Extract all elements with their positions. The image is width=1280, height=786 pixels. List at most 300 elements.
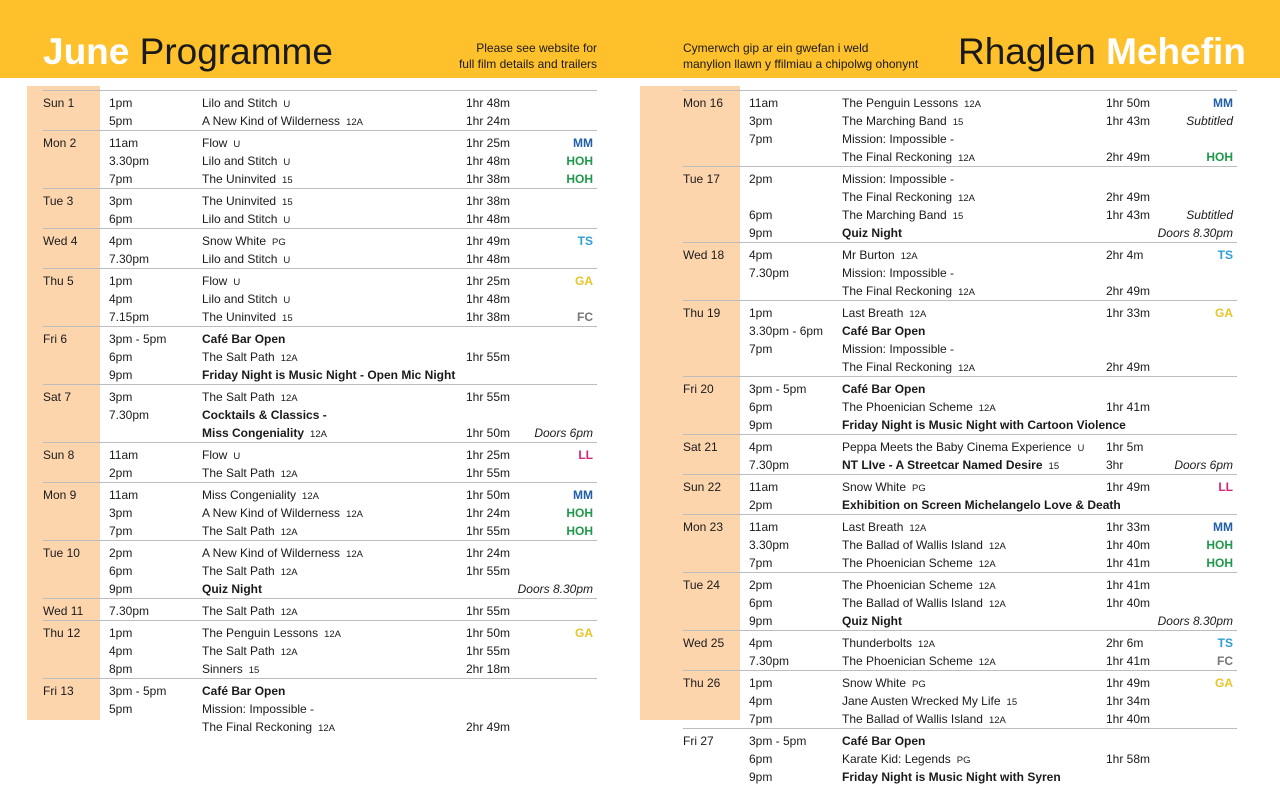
film-duration: 2hr 18m	[466, 662, 511, 676]
film-title: Café Bar Open	[842, 382, 926, 396]
film-title: Friday Night is Music Night with Cartoon Violence	[842, 418, 1126, 432]
film-title: Mr Burton 12A	[842, 248, 918, 262]
screening-row	[43, 330, 597, 348]
day-label: Mon 9	[43, 488, 77, 502]
screening-row	[43, 112, 597, 130]
screening-time: 2pm	[749, 498, 773, 512]
film-title: The Final Reckoning 12A	[202, 720, 335, 734]
screening-time: 3.30pm	[749, 538, 790, 552]
screening-time: 3pm - 5pm	[749, 734, 807, 748]
day-block	[43, 188, 597, 228]
film-duration: 1hr 40m	[1106, 538, 1151, 552]
film-rating: U	[233, 277, 241, 288]
screening-time: 7.30pm	[109, 604, 150, 618]
screening-time: 9pm	[749, 226, 773, 240]
screening-time: 1pm	[749, 306, 773, 320]
screening-time: 4pm	[749, 248, 773, 262]
screening-row	[43, 272, 597, 290]
film-rating: U	[1077, 443, 1085, 454]
film-title: Friday Night is Music Night with Syren	[842, 770, 1061, 784]
header-bar	[0, 0, 1280, 78]
screening-time: 9pm	[109, 582, 133, 596]
accessibility-tag: TS	[577, 234, 593, 248]
film-rating: 12A	[978, 403, 996, 414]
screening-time: 4pm	[109, 234, 133, 248]
film-title: The Phoenician Scheme 12A	[842, 654, 996, 668]
film-title: Lilo and Stitch U	[202, 212, 291, 226]
film-duration: 2hr 4m	[1106, 248, 1144, 262]
screening-note: Subtitled	[1186, 208, 1233, 222]
schedule-left	[43, 90, 597, 736]
film-duration: 2hr 49m	[466, 720, 511, 734]
film-rating: 12A	[988, 541, 1006, 552]
film-rating: 12A	[918, 639, 935, 650]
day-block	[683, 514, 1237, 572]
film-duration: 1hr 55m	[466, 644, 511, 658]
screening-time: 4pm	[109, 292, 133, 306]
film-rating: PG	[912, 483, 926, 494]
day-label: Sun 8	[43, 448, 75, 462]
film-title: Snow White PG	[842, 480, 926, 494]
screening-row	[683, 340, 1237, 358]
screening-time: 4pm	[109, 644, 133, 658]
accessibility-tag: GA	[575, 626, 593, 640]
screening-time: 1pm	[109, 626, 133, 640]
film-title: Quiz Night	[842, 226, 902, 240]
screening-row	[683, 612, 1237, 630]
film-title: The Salt Path 12A	[202, 350, 298, 364]
film-rating: 12A	[958, 193, 975, 204]
day-label: Fri 20	[683, 382, 714, 396]
day-label: Sat 21	[683, 440, 718, 454]
film-rating: 12A	[280, 353, 298, 364]
screening-time: 4pm	[749, 440, 773, 454]
film-rating: U	[283, 215, 291, 226]
accessibility-tag: MM	[1213, 96, 1233, 110]
film-title: Thunderbolts 12A	[842, 636, 935, 650]
day-label: Tue 3	[43, 194, 74, 208]
film-title: Lilo and Stitch U	[202, 96, 291, 110]
day-label: Sun 1	[43, 96, 75, 110]
screening-time: 1pm	[749, 676, 773, 690]
screening-row	[683, 768, 1237, 786]
screening-row	[43, 366, 597, 384]
film-title: Friday Night is Music Night - Open Mic Night	[202, 368, 456, 382]
film-rating: 12A	[346, 509, 363, 520]
film-duration: 1hr 48m	[466, 212, 511, 226]
day-label: Wed 18	[683, 248, 725, 262]
screening-time: 9pm	[109, 368, 133, 382]
day-block	[43, 90, 597, 130]
day-block	[43, 620, 597, 678]
day-block	[683, 300, 1237, 376]
film-title: Mission: Impossible -	[202, 702, 315, 716]
film-rating: 12A	[978, 559, 996, 570]
film-rating: 12A	[988, 715, 1006, 726]
film-title: Lilo and Stitch U	[202, 252, 291, 266]
film-rating: 12A	[988, 599, 1006, 610]
accessibility-tag: MM	[573, 488, 593, 502]
accessibility-tag: HOH	[566, 506, 593, 520]
screening-row	[43, 94, 597, 112]
film-rating: 15	[952, 117, 964, 128]
screening-time: 11am	[109, 448, 139, 462]
film-title: Quiz Night	[202, 582, 262, 596]
screening-row	[43, 134, 597, 152]
film-duration: 1hr 25m	[466, 274, 511, 288]
day-block	[683, 670, 1237, 728]
day-label: Tue 10	[43, 546, 80, 560]
screening-time: 6pm	[749, 400, 773, 414]
day-block	[683, 90, 1237, 166]
screening-time: 1pm	[109, 274, 133, 288]
screening-row	[43, 718, 597, 736]
title-month: Mehefin	[1106, 31, 1246, 72]
film-duration: 1hr 55m	[466, 390, 511, 404]
screening-row	[683, 478, 1237, 496]
film-rating: 12A	[280, 647, 298, 658]
screening-time: 7.30pm	[749, 458, 790, 472]
day-label: Wed 25	[683, 636, 725, 650]
film-rating: U	[233, 139, 241, 150]
accessibility-tag: HOH	[566, 524, 593, 538]
website-note-welsh	[683, 40, 918, 72]
film-title: The Phoenician Scheme 12A	[842, 400, 996, 414]
film-title: The Uninvited 15	[202, 172, 293, 186]
film-title: Last Breath 12A	[842, 306, 927, 320]
screening-row	[683, 594, 1237, 612]
film-duration: 1hr 25m	[466, 448, 511, 462]
film-rating: 12A	[302, 491, 319, 502]
screening-time: 1pm	[109, 96, 133, 110]
film-duration: 1hr 43m	[1106, 208, 1151, 222]
screening-row	[683, 732, 1237, 750]
film-rating: 12A	[346, 117, 363, 128]
film-title: Café Bar Open	[842, 324, 926, 338]
film-duration: 1hr 41m	[1106, 654, 1151, 668]
screening-time: 7pm	[109, 172, 133, 186]
screening-row	[43, 152, 597, 170]
film-duration: 1hr 55m	[466, 564, 511, 578]
film-duration: 1hr 55m	[466, 466, 511, 480]
screening-time: 7.30pm	[109, 408, 150, 422]
accessibility-tag: TS	[1217, 248, 1233, 262]
screening-note: Subtitled	[1186, 114, 1233, 128]
screening-row	[683, 496, 1237, 514]
screening-row	[683, 634, 1237, 652]
screening-row	[683, 246, 1237, 264]
film-rating: 12A	[310, 429, 327, 440]
screening-time: 3pm	[109, 506, 133, 520]
day-block	[683, 572, 1237, 630]
day-label: Thu 5	[43, 274, 74, 288]
screening-row	[43, 624, 597, 642]
day-label: Wed 4	[43, 234, 78, 248]
film-rating: 12A	[964, 99, 981, 110]
screening-row	[43, 232, 597, 250]
film-rating: U	[283, 157, 291, 168]
film-duration: 1hr 58m	[1106, 752, 1151, 766]
film-duration: 1hr 55m	[466, 350, 511, 364]
film-title: Flow U	[202, 136, 241, 150]
screening-row	[683, 674, 1237, 692]
film-title: Sinners 15	[202, 662, 260, 676]
screening-time: 4pm	[749, 636, 773, 650]
film-title: The Final Reckoning 12A	[842, 360, 975, 374]
screening-time: 2pm	[749, 578, 773, 592]
screening-row	[683, 750, 1237, 768]
title-word: Programme	[139, 31, 333, 72]
screening-row	[683, 536, 1237, 554]
film-rating: U	[283, 295, 291, 306]
day-label: Fri 13	[43, 684, 74, 698]
accessibility-tag: GA	[575, 274, 593, 288]
film-title: The Ballad of Wallis Island 12A	[842, 538, 1006, 552]
screening-row	[43, 192, 597, 210]
film-duration: 2hr 49m	[1106, 360, 1151, 374]
screening-time: 11am	[109, 488, 139, 502]
film-duration: 1hr 33m	[1106, 306, 1151, 320]
screening-time: 7pm	[109, 524, 133, 538]
film-title: Exhibition on Screen Michelangelo Love & Death	[842, 498, 1121, 512]
film-rating: 12A	[909, 309, 927, 320]
film-title: NT LIve - A Streetcar Named Desire 15	[842, 458, 1060, 472]
film-rating: 15	[248, 665, 260, 676]
film-duration: 1hr 48m	[466, 154, 511, 168]
film-title: A New Kind of Wilderness 12A	[202, 506, 363, 520]
film-title: The Uninvited 15	[202, 310, 293, 324]
film-duration: 2hr 6m	[1106, 636, 1144, 650]
screening-row	[683, 438, 1237, 456]
day-block	[683, 434, 1237, 474]
screening-row	[683, 416, 1237, 434]
screening-row	[683, 576, 1237, 594]
day-label: Sat 7	[43, 390, 72, 404]
screening-time: 7.30pm	[749, 266, 790, 280]
film-duration: 1hr 41m	[1106, 578, 1151, 592]
film-duration: 3hr	[1106, 458, 1124, 472]
screening-time: 7.15pm	[109, 310, 150, 324]
film-duration: 1hr 40m	[1106, 712, 1151, 726]
screening-time: 7pm	[749, 556, 773, 570]
screening-row	[43, 580, 597, 598]
screening-time: 3pm	[109, 390, 133, 404]
film-title: Peppa Meets the Baby Cinema Experience U	[842, 440, 1085, 454]
screening-row	[43, 308, 597, 326]
film-rating: 15	[1006, 697, 1018, 708]
film-rating: 12A	[280, 607, 298, 618]
screening-note: Doors 8.30pm	[1157, 226, 1233, 240]
note-line: Cymerwch gip ar ein gwefan i weld	[683, 41, 869, 55]
film-rating: PG	[272, 237, 286, 248]
screening-row	[43, 250, 597, 268]
day-block	[683, 376, 1237, 434]
film-title: The Uninvited 15	[202, 194, 293, 208]
day-block	[43, 384, 597, 442]
screening-time: 5pm	[109, 702, 133, 716]
screening-time: 3pm	[749, 114, 773, 128]
film-rating: 12A	[324, 629, 341, 640]
website-note-english	[459, 40, 597, 72]
screening-row	[683, 94, 1237, 112]
screening-note: Doors 8.30pm	[517, 582, 593, 596]
film-rating: 12A	[958, 153, 975, 164]
film-title: The Phoenician Scheme 12A	[842, 556, 996, 570]
accessibility-tag: GA	[1215, 676, 1233, 690]
screening-row	[683, 456, 1237, 474]
film-title: Last Breath 12A	[842, 520, 927, 534]
accessibility-tag: LL	[578, 448, 593, 462]
film-duration: 1hr 5m	[1106, 440, 1144, 454]
film-title: Flow U	[202, 274, 241, 288]
screening-time: 3pm	[109, 194, 133, 208]
film-rating: U	[283, 99, 291, 110]
film-duration: 1hr 41m	[1106, 400, 1151, 414]
day-label: Fri 27	[683, 734, 714, 748]
film-title: Mission: Impossible -	[842, 172, 955, 186]
film-rating: 12A	[318, 723, 335, 734]
screening-time: 3pm - 5pm	[749, 382, 807, 396]
film-title: Snow White PG	[202, 234, 286, 248]
screening-row	[43, 464, 597, 482]
accessibility-tag: FC	[577, 310, 593, 324]
film-duration: 1hr 24m	[466, 506, 511, 520]
film-duration: 2hr 49m	[1106, 150, 1151, 164]
film-title: Café Bar Open	[842, 734, 926, 748]
screening-time: 6pm	[109, 564, 133, 578]
screening-time: 3pm - 5pm	[109, 684, 167, 698]
film-duration: 1hr 41m	[1106, 556, 1151, 570]
film-title: The Penguin Lessons 12A	[842, 96, 981, 110]
accessibility-tag: GA	[1215, 306, 1233, 320]
day-block	[43, 598, 597, 620]
film-rating: 12A	[958, 287, 975, 298]
day-label: Thu 12	[43, 626, 81, 640]
film-duration: 1hr 34m	[1106, 694, 1151, 708]
accessibility-tag: HOH	[566, 154, 593, 168]
screening-row	[43, 682, 597, 700]
film-rating: U	[283, 255, 291, 266]
day-label: Sun 22	[683, 480, 722, 494]
day-label: Mon 2	[43, 136, 77, 150]
film-rating: 12A	[978, 657, 996, 668]
screening-time: 2pm	[109, 466, 133, 480]
screening-row	[683, 652, 1237, 670]
day-label: Mon 16	[683, 96, 724, 110]
film-title: A New Kind of Wilderness 12A	[202, 546, 363, 560]
film-duration: 1hr 50m	[466, 426, 511, 440]
film-title: A New Kind of Wilderness 12A	[202, 114, 363, 128]
screening-time: 6pm	[749, 208, 773, 222]
screening-time: 6pm	[109, 350, 133, 364]
screening-time: 3.30pm	[109, 154, 150, 168]
film-title: Miss Congeniality 12A	[202, 426, 327, 440]
screening-time: 7.30pm	[749, 654, 790, 668]
film-title: Miss Congeniality 12A	[202, 488, 319, 502]
screening-row	[683, 322, 1237, 340]
film-rating: 12A	[280, 567, 298, 578]
accessibility-tag: TS	[1217, 636, 1233, 650]
day-block	[43, 130, 597, 188]
screening-time: 7.30pm	[109, 252, 150, 266]
day-block	[683, 242, 1237, 300]
film-title: The Salt Path 12A	[202, 604, 298, 618]
film-rating: 12A	[978, 581, 996, 592]
film-duration: 1hr 55m	[466, 604, 511, 618]
screening-time: 6pm	[749, 752, 773, 766]
film-title: Karate Kid: Legends PG	[842, 752, 971, 766]
film-duration: 1hr 48m	[466, 252, 511, 266]
accessibility-tag: MM	[1213, 520, 1233, 534]
film-rating: 12A	[280, 527, 298, 538]
screening-row	[43, 602, 597, 620]
screening-row	[43, 388, 597, 406]
accessibility-tag: HOH	[566, 172, 593, 186]
day-label: Wed 11	[43, 604, 84, 618]
screening-row	[43, 348, 597, 366]
screening-time: 11am	[109, 136, 139, 150]
film-rating: 12A	[909, 523, 927, 534]
note-line: Please see website for	[476, 41, 597, 55]
screening-time: 11am	[749, 520, 779, 534]
screening-row	[43, 210, 597, 228]
screening-row	[683, 130, 1237, 148]
film-rating: PG	[912, 679, 926, 690]
film-title: The Salt Path 12A	[202, 390, 298, 404]
screening-time: 2pm	[749, 172, 773, 186]
film-rating: U	[233, 451, 241, 462]
film-title: The Final Reckoning 12A	[842, 190, 975, 204]
accessibility-tag: FC	[1217, 654, 1233, 668]
film-duration: 1hr 24m	[466, 546, 511, 560]
film-title: The Salt Path 12A	[202, 524, 298, 538]
film-title: The Final Reckoning 12A	[842, 284, 975, 298]
film-title: Mission: Impossible -	[842, 132, 955, 146]
screening-row	[43, 290, 597, 308]
film-rating: 15	[282, 313, 293, 324]
film-duration: 1hr 50m	[466, 488, 511, 502]
film-rating: 15	[952, 211, 964, 222]
film-title: Flow U	[202, 448, 241, 462]
screening-time: 4pm	[749, 694, 773, 708]
film-title: Lilo and Stitch U	[202, 154, 291, 168]
film-title: Mission: Impossible -	[842, 266, 955, 280]
film-title: Snow White PG	[842, 676, 926, 690]
day-block	[683, 474, 1237, 514]
day-block	[43, 442, 597, 482]
day-label: Thu 26	[683, 676, 721, 690]
day-label: Thu 19	[683, 306, 721, 320]
film-rating: PG	[956, 755, 971, 766]
screening-note: Doors 8.30pm	[1157, 614, 1233, 628]
film-rating: 12A	[280, 469, 298, 480]
day-block	[43, 540, 597, 598]
screening-row	[43, 446, 597, 464]
day-label: Mon 23	[683, 520, 724, 534]
screening-row	[43, 504, 597, 522]
screening-row	[683, 282, 1237, 300]
screening-row	[43, 406, 597, 424]
day-label: Tue 24	[683, 578, 720, 592]
film-title: Café Bar Open	[202, 684, 286, 698]
title-word: Rhaglen	[958, 31, 1096, 72]
screening-row	[683, 264, 1237, 282]
film-duration: 1hr 25m	[466, 136, 511, 150]
film-title: The Salt Path 12A	[202, 564, 298, 578]
film-title: Café Bar Open	[202, 332, 286, 346]
screening-time: 9pm	[749, 770, 773, 784]
film-title: The Ballad of Wallis Island 12A	[842, 712, 1006, 726]
